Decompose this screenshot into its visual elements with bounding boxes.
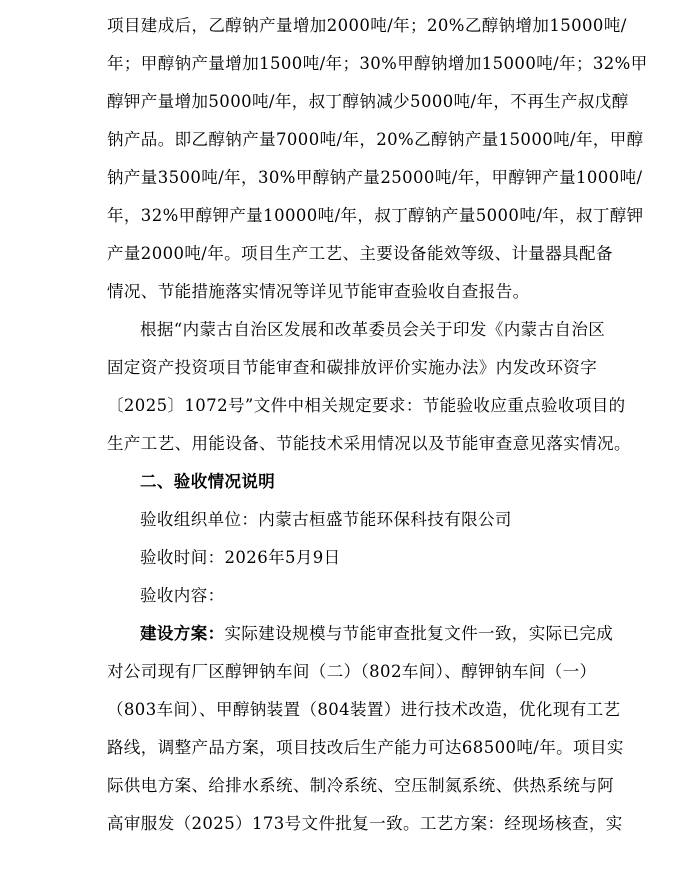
acceptance-content-label: 验收内容： <box>140 586 225 605</box>
paragraph-line: 年；甲醇钠产量增加1500吨/年；30%甲醇钠增加15000吨/年；32%甲 <box>107 54 648 73</box>
paragraph-line: 对公司现有厂区醇钾钠车间（二）（802车间）、醇钾钠车间（一） <box>107 662 597 681</box>
paragraph-line: 际供电方案、给排水系统、制冷系统、空压制氮系统、供热系统与阿 <box>107 776 614 795</box>
acceptance-org: 验收组织单位：内蒙古桓盛节能环保科技有限公司 <box>140 510 512 529</box>
paragraph-line: 情况、节能措施落实情况等详见节能审查验收自查报告。 <box>107 282 530 301</box>
paragraph-line: 产量2000吨/年。项目生产工艺、主要设备能效等级、计量器具配备 <box>107 244 613 263</box>
paragraph-line: 钠产量3500吨/年，30%甲醇钠产量25000吨/年，甲醇钾产量1000吨/ <box>107 168 643 187</box>
paragraph-line: 生产工艺、用能设备、节能技术采用情况以及节能审查意见落实情况。 <box>107 434 631 453</box>
paragraph-text: 实际建设规模与节能审查批复文件一致，实际已完成 <box>224 624 614 643</box>
paragraph-line: 项目建成后，乙醇钠产量增加2000吨/年；20%乙醇钠增加15000吨/ <box>107 16 627 35</box>
paragraph-line: 醇钾产量增加5000吨/年，叔丁醇钠减少5000吨/年，不再生产叔戊醇 <box>107 92 629 111</box>
construction-plan-label: 建设方案： <box>140 624 225 643</box>
paragraph-line: （803车间）、甲醇钠装置（804装置）进行技术改造，优化现有工艺 <box>107 700 621 719</box>
paragraph-line: 路线，调整产品方案，项目技改后生产能力可达68500吨/年。项目实 <box>107 738 624 757</box>
paragraph-line: 钠产品。即乙醇钠产量7000吨/年，20%乙醇钠产量15000吨/年，甲醇 <box>107 130 644 149</box>
acceptance-time: 验收时间：2026年5月9日 <box>140 548 341 567</box>
paragraph-line: 高审服发（2025）173号文件批复一致。工艺方案：经现场核查，实 <box>107 814 623 833</box>
paragraph-line: 根据“内蒙古自治区发展和改革委员会关于印发《内蒙古自治区 <box>140 320 606 339</box>
paragraph-line: 〔2025〕1072号”文件中相关规定要求：节能验收应重点验收项目的 <box>107 396 626 415</box>
paragraph-line: 固定资产投资项目节能审查和碳排放评价实施办法》内发改环资字 <box>107 358 598 377</box>
paragraph-line <box>140 623 613 645</box>
section-heading: 二、验收情况说明 <box>140 472 276 491</box>
paragraph-line: 年，32%甲醇钾产量10000吨/年，叔丁醇钠产量5000吨/年，叔丁醇钾 <box>107 206 644 225</box>
